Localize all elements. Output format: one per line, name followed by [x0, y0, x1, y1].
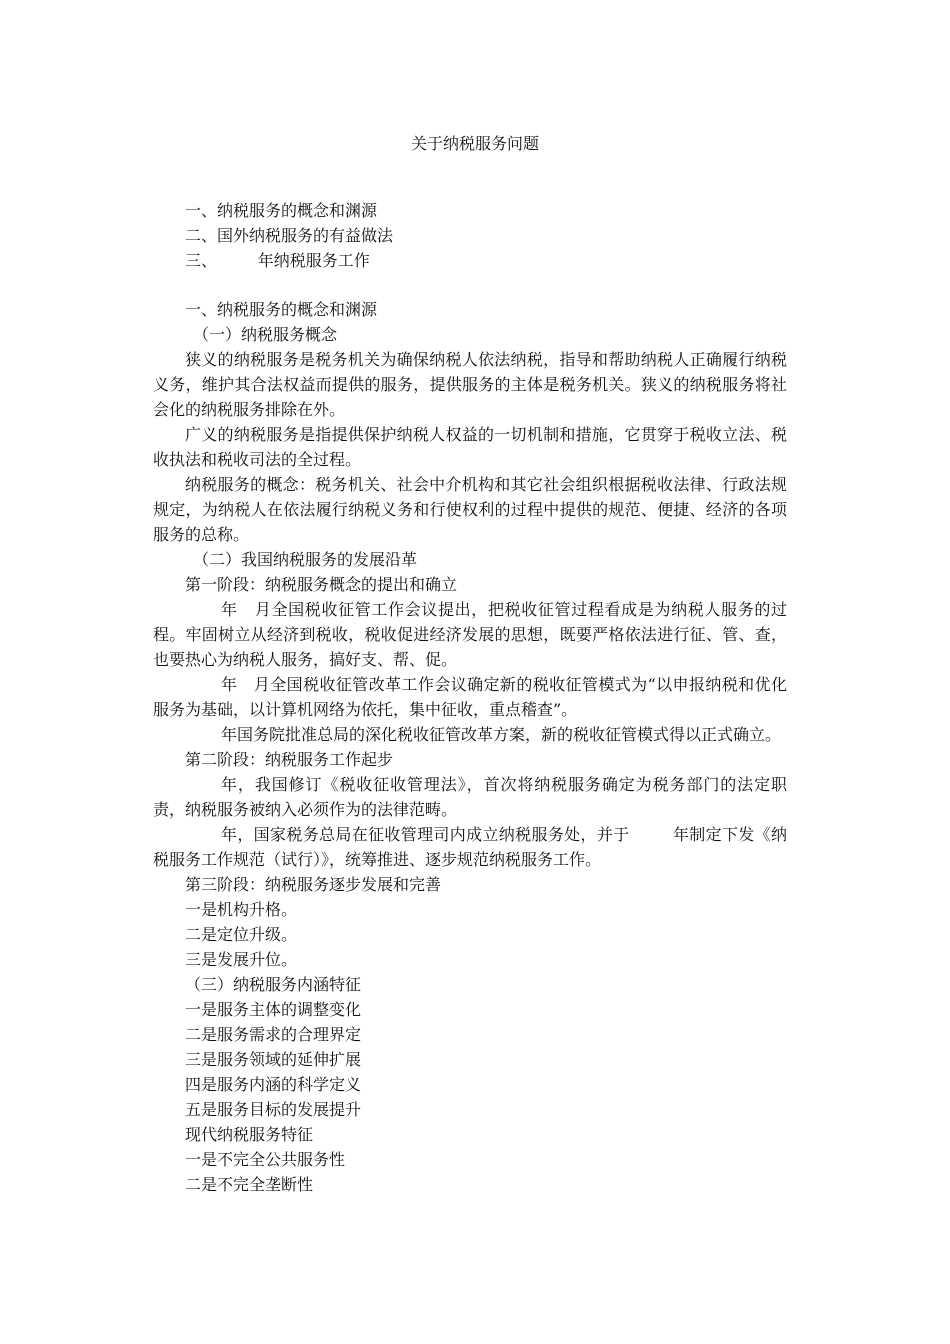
subsection-heading: （三）纳税服务内涵特征	[185, 975, 362, 994]
subsection-heading: （二）我国纳税服务的发展沿革	[193, 550, 418, 569]
document-title: 关于纳税服务问题	[410, 134, 539, 153]
list-item: 三是服务领域的延伸扩展	[185, 1050, 362, 1069]
list-item: 一是不完全公共服务性	[185, 1150, 346, 1169]
section-heading: 一、纳税服务的概念和渊源	[185, 300, 378, 319]
table-of-contents	[185, 198, 785, 273]
toc-item: 二、国外纳税服务的有益做法	[185, 226, 394, 245]
paragraph: 年国务院批准总局的深化税收征管改革方案，新的税收征管模式得以正式确立。	[221, 725, 782, 744]
toc-item: 三、 年纳税服务工作	[185, 251, 370, 270]
paragraph: 年，我国修订《税收征收管理法》，首次将纳税服务确定为税务部门的法定职责，纳税服务被纳入必须作为的法律范畴。	[153, 775, 787, 819]
stage-heading: 第一阶段：纳税服务概念的提出和确立	[185, 575, 458, 594]
paragraph: 纳税服务的概念：税务机关、社会中介机构和其它社会组织根据税收法律、行政法规规定，为纳税人在依法履行纳税义务和行使权利的过程中提供的规范、便捷、经济的各项服务的总称。	[153, 475, 787, 544]
subsection-heading: 现代纳税服务特征	[185, 1125, 314, 1144]
subsection-heading: （一）纳税服务概念	[193, 325, 338, 344]
paragraph: 年，国家税务总局在征收管理司内成立纳税服务处，并于 年制定下发《纳税服务工作规范（试行）》，统筹推进、逐步规范纳税服务工作。	[153, 825, 787, 869]
stage-heading: 第二阶段：纳税服务工作起步	[185, 750, 394, 769]
list-item: 二是不完全垄断性	[185, 1175, 314, 1194]
list-item: 三是发展升位。	[185, 950, 298, 969]
stage-heading: 第三阶段：纳税服务逐步发展和完善	[185, 875, 442, 894]
paragraph: 广义的纳税服务是指提供保护纳税人权益的一切机制和措施，它贯穿于税收立法、税收执法和税收司法的全过程。	[153, 425, 787, 469]
document-body	[153, 297, 787, 1197]
list-item: 五是服务目标的发展提升	[185, 1100, 362, 1119]
paragraph: 年 月全国税收征管工作会议提出，把税收征管过程看成是为纳税人服务的过程。牢固树立从经济到税收，税收促进经济发展的思想，既要严格依法进行征、管、查，也要热心为纳税人服务，搞好支、帮、促。	[153, 600, 787, 669]
list-item: 一是机构升格。	[185, 900, 298, 919]
list-item: 二是定位升级。	[185, 925, 298, 944]
paragraph: 狭义的纳税服务是税务机关为确保纳税人依法纳税，指导和帮助纳税人正确履行纳税义务，维护其合法权益而提供的服务，提供服务的主体是税务机关。狭义的纳税服务将社会化的纳税服务排除在外。	[153, 350, 787, 419]
list-item: 一是服务主体的调整变化	[185, 1000, 362, 1019]
list-item: 二是服务需求的合理界定	[185, 1025, 362, 1044]
list-item: 四是服务内涵的科学定义	[185, 1075, 362, 1094]
paragraph: 年 月全国税收征管改革工作会议确定新的税收征管模式为“以申报纳税和优化服务为基础，以计算机网络为依托，集中征收，重点稽查”。	[153, 675, 787, 719]
toc-item: 一、纳税服务的概念和渊源	[185, 201, 378, 220]
